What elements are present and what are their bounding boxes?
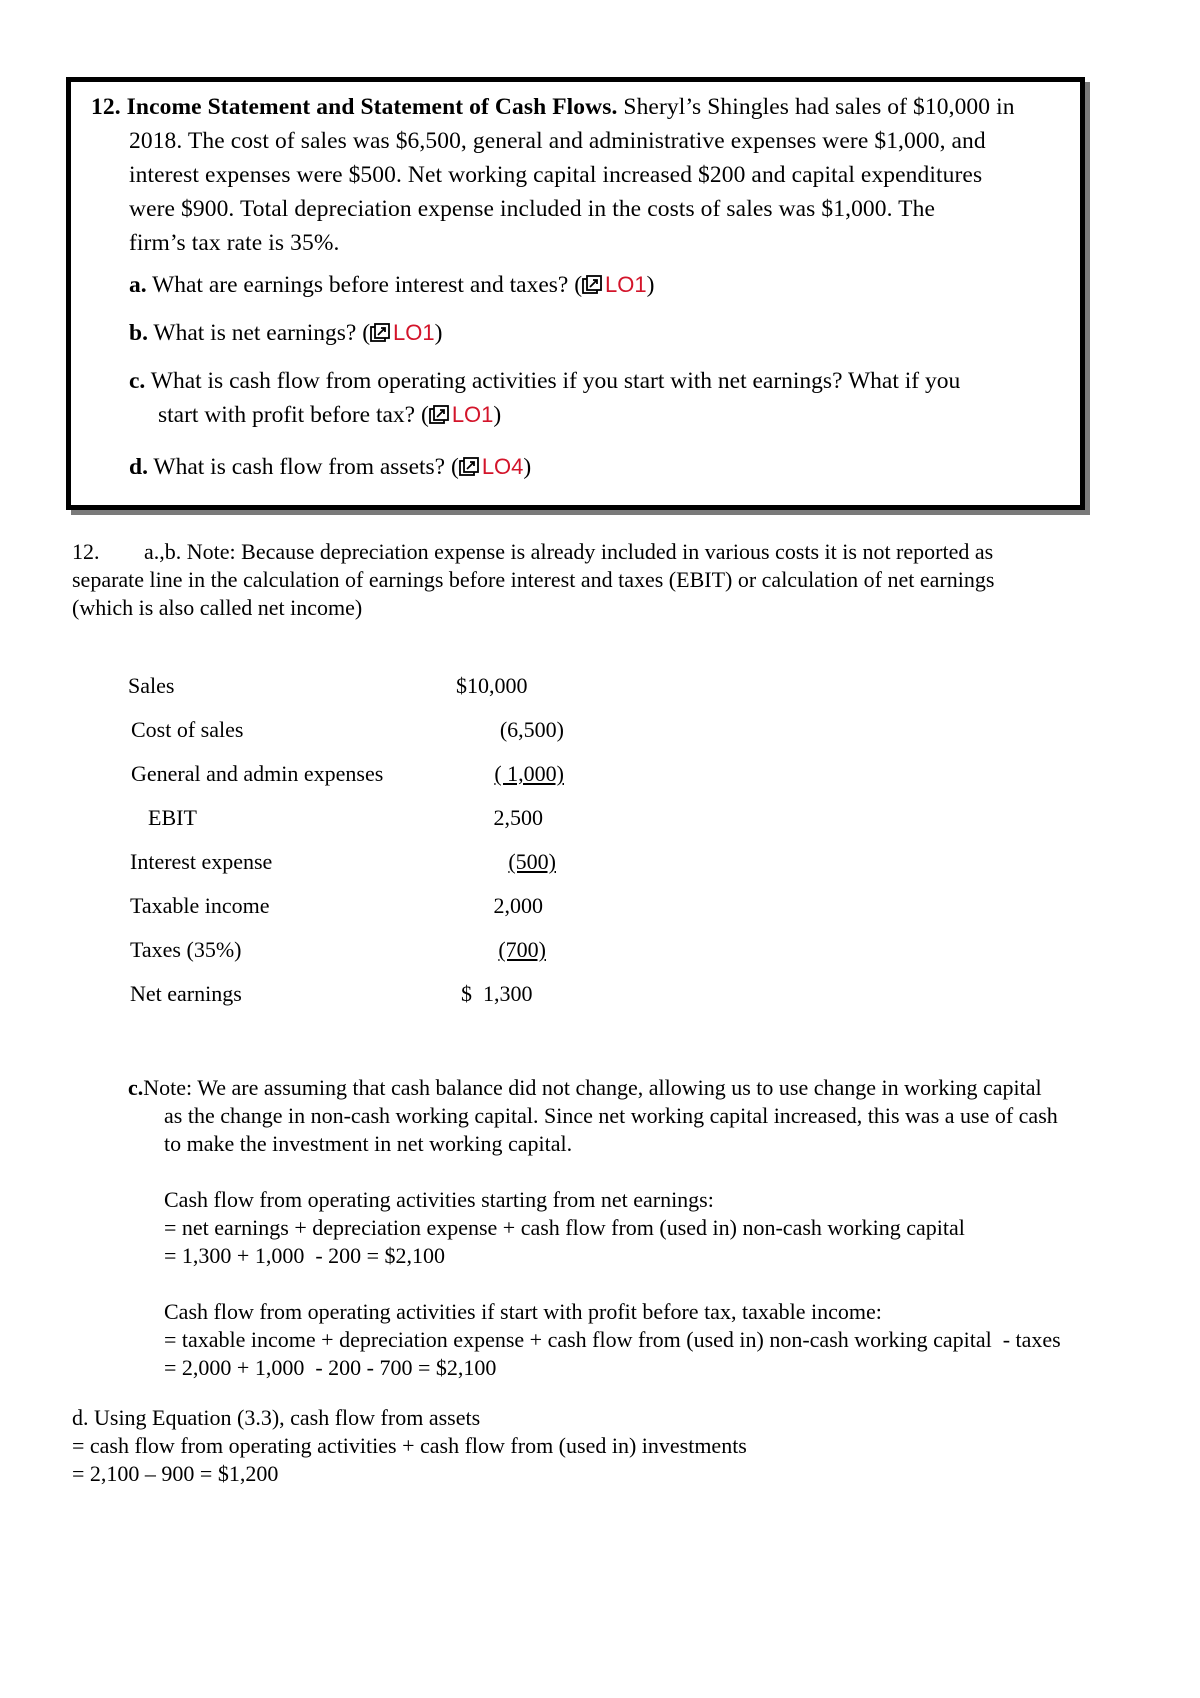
d-line-2: = cash flow from operating activities + cash flow from (used in) investments [72, 1433, 747, 1458]
problem-box [66, 77, 1085, 510]
lo-code: LO1 [393, 320, 435, 345]
paren-close: ) [523, 454, 532, 480]
cfo-pbt-calc: = 2,000 + 1,000 - 200 - 700 = $2,100 [164, 1355, 497, 1380]
statement-line-3: interest expenses were $500. Net working capital increased $200 and capital expenditures [129, 162, 983, 188]
line-label-interest: Interest expense [130, 849, 273, 874]
line-label-general-admin: General and admin expenses [131, 761, 384, 786]
statement-line-4: were $900. Total depreciation expense included in the costs of sales was $1,000. The [129, 196, 935, 222]
lo-code: LO1 [451, 402, 494, 427]
question-text: What is cash flow from operating activities if you start with net earnings? What if you [145, 368, 961, 394]
cfo-ne-title: Cash flow from operating activities starting from net earnings: [164, 1187, 714, 1212]
part-d [72, 1404, 1072, 1488]
lo-link[interactable] [429, 402, 494, 427]
cfo-pbt-formula: = taxable income + depreciation expense + cash flow from (used in) non-cash working capital - taxes [164, 1327, 1061, 1352]
question-a [129, 268, 1069, 302]
cfo-profit-before-tax [164, 1298, 1194, 1382]
line-label-cost-of-sales: Cost of sales [131, 717, 244, 742]
line-value-cost-of-sales: (6,500) [499, 717, 564, 742]
statement-line-5: firm’s tax rate is 35%. [129, 230, 340, 256]
question-text: What are earnings before interest and taxes? ( [146, 272, 583, 298]
lo-code: LO1 [605, 272, 647, 297]
line-label-taxable-income: Taxable income [130, 893, 270, 918]
line-label-net-earnings: Net earnings [130, 981, 242, 1006]
question-label: a. [129, 272, 147, 298]
c-note-line-3: to make the investment in net working capital. [164, 1131, 573, 1156]
line-value-ebit: 2,500 [493, 805, 543, 830]
line-label-ebit: EBIT [148, 805, 197, 830]
question-d [129, 450, 1069, 484]
external-link-icon [459, 457, 479, 477]
statement-line-1: Sheryl’s Shingles had sales of $10,000 in [617, 94, 1015, 120]
problem-heading: 12. Income Statement and Statement of Cash Flows. [91, 94, 618, 120]
c-note-line-1: Note: We are assuming that cash balance did not change, allowing us to use change in working capital [143, 1075, 1042, 1100]
cfo-ne-formula: = net earnings + depreciation expense + cash flow from (used in) non-cash working capital [164, 1215, 965, 1240]
line-value-taxable-income: 2,000 [493, 893, 543, 918]
answer-number: 12. [72, 539, 100, 564]
part-c-label: c. [128, 1075, 144, 1100]
paren-close: ) [646, 272, 655, 298]
line-value-general-admin: ( 1,000) [494, 761, 564, 786]
intro-line-1: a.,b. Note: Because depreciation expense is already included in various costs it is not reported as [144, 539, 994, 564]
lo-link[interactable] [582, 272, 647, 297]
question-text: What is net earnings? ( [147, 320, 371, 346]
question-label: b. [129, 320, 148, 346]
paren-close: ) [434, 320, 443, 346]
lo-link[interactable] [370, 320, 435, 345]
cfo-net-earnings [164, 1186, 1194, 1270]
question-c [129, 364, 1069, 432]
line-value-sales: $10,000 [456, 673, 528, 698]
part-c-note [128, 1074, 1188, 1158]
problem-statement [91, 90, 1076, 260]
c-note-line-2: as the change in non-cash working capital. Since net working capital increased, this was a use of cash [164, 1103, 1058, 1128]
answer-intro [72, 538, 1132, 622]
question-text-cont: start with profit before tax? ( [158, 402, 429, 428]
paren-close: ) [493, 402, 502, 428]
question-label: d. [129, 454, 148, 480]
line-label-sales: Sales [128, 673, 175, 698]
question-text: What is cash flow from assets? ( [147, 454, 459, 480]
external-link-icon [582, 275, 602, 295]
intro-line-2: separate line in the calculation of earnings before interest and taxes (EBIT) or calculation of net earnings [72, 567, 995, 592]
intro-line-3: (which is also called net income) [72, 595, 363, 620]
statement-line-2: 2018. The cost of sales was $6,500, general and administrative expenses were $1,000, and [129, 128, 986, 154]
lo-code: LO4 [481, 454, 524, 479]
cfo-pbt-title: Cash flow from operating activities if start with profit before tax, taxable income: [164, 1299, 882, 1324]
cfo-ne-calc: = 1,300 + 1,000 - 200 = $2,100 [164, 1243, 446, 1268]
question-label: c. [129, 368, 146, 394]
line-label-taxes: Taxes (35%) [130, 937, 242, 962]
question-b [129, 316, 1069, 350]
lo-link[interactable] [459, 454, 524, 479]
line-value-net-earnings: $ 1,300 [461, 981, 533, 1006]
line-value-interest: (500) [508, 849, 556, 874]
external-link-icon [429, 405, 449, 425]
external-link-icon [370, 323, 390, 343]
line-value-taxes: (700) [498, 937, 546, 962]
d-line-1: d. Using Equation (3.3), cash flow from assets [72, 1405, 481, 1430]
d-line-3: = 2,100 – 900 = $1,200 [72, 1461, 279, 1486]
